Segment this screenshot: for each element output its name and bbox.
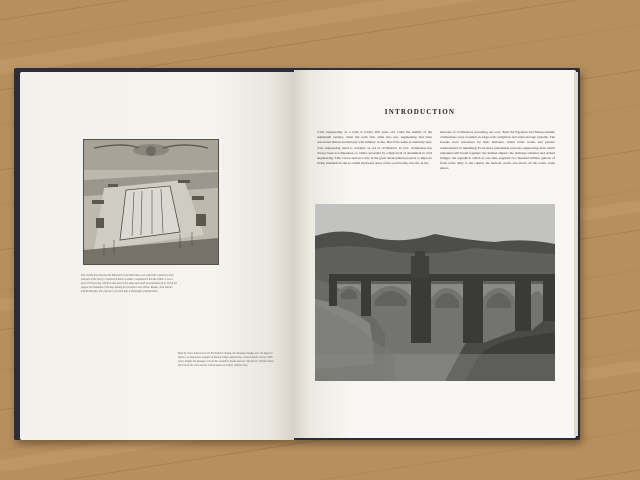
page-edges	[574, 72, 578, 436]
intro-text-column-2: histories of civilizations preceding our own. Both the Egyptian and Mesopotamian civilizations were founded on large-scale irrigation and water-storage systems. The Greeks were renowned for their harbours, urban water works and passive achievements in tunnelling. Even more remarkable were the engineering feats which remained still bound together: the Roman empire: the drainage schemes and arched bridges, the aqueducts which at one time supplied two hundred million gallons of fresh water daily to the capital, the harbour works and above all the roads, some pieces	[440, 130, 555, 171]
roman-bridge-photograph	[315, 204, 555, 381]
bridge-photo-caption: Built by Caius Julius Lacer for the Emperor Trajan, the Alcantara bridge over the Tagus in Spain is an impressive example of Roman bridge engineering. It has stood for nearly 2,000 years, despite the damage to its arches caused by floods and war. The deck is 160 feet above the level of the river and the central spans are nearly 100 feet long.	[178, 352, 274, 368]
chapter-heading: INTRODUCTION	[384, 108, 456, 116]
intro-text-column-1: 'Civil engineering' as a term is barely 200 years old. Until the middle of the eighteenth century, when the term first came into use, engineering had been associated almost exclusively with military works. But if the name is relatively new, civil engineering itself is certainly as old as civilization. In fact, civilization has always been accompanied, or, rather, preceded by a high level of attainment in civil engineering. This can be seen not only in the great development projects to improve living standards in the so-called backward areas of the world today, but also in the	[317, 130, 432, 166]
engraving-caption: The world's first and now the Hannsteh Great Wall Dock, now called the Commerce dock and part of the Surrey Commercial docks, London. Completed in the late 1690s, it was a pool 1070 feet long, 500 feet wide and 17 feet deep and could accommodate up to 120 of the largest merchantmen of the day. Among the promoters were Howe, Reader, John Gayner and Wriothesley. The engraver was John Kip, a lithograph of Rotherhithe.	[81, 274, 177, 294]
dock-engraving-illustration	[83, 139, 219, 265]
